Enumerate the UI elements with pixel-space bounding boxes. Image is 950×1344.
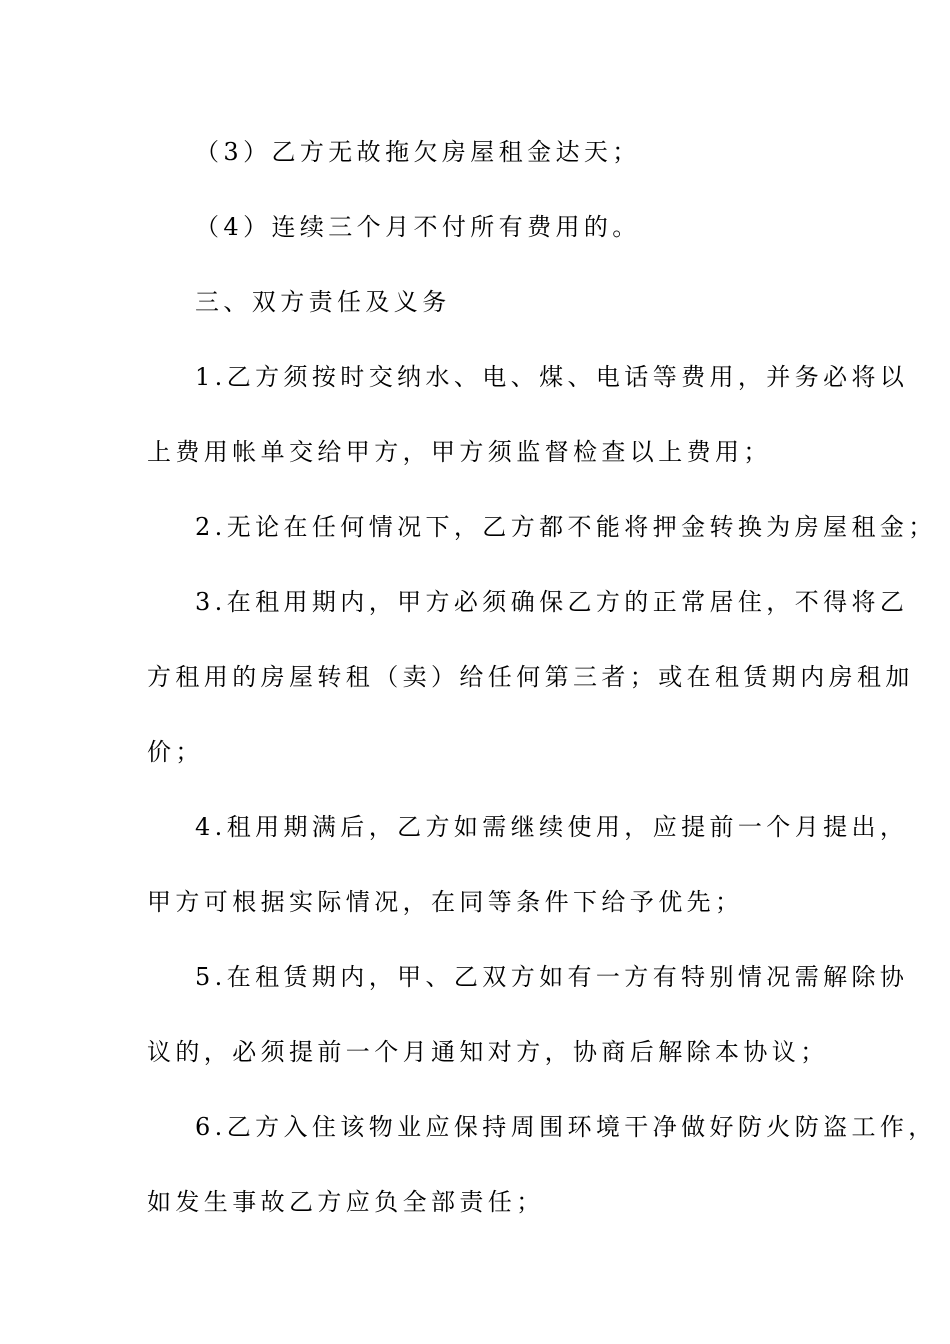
item-3-line-3: 价； [147,738,204,766]
clause-3-text: （3）乙方无故拖欠房屋租金达天； [195,138,641,166]
item-5-line-1: 5.在租赁期内，甲、乙双方如有一方有特别情况需解除协 [195,963,909,991]
section-heading: 三、双方责任及义务 [195,288,451,316]
item-6-line-1: 6.乙方入住该物业应保持周围环境干净做好防火防盗工作， [195,1113,937,1141]
item-4-line-2: 甲方可根据实际情况，在同等条件下给予优先； [147,888,744,916]
item-3-line-2: 方租用的房屋转租（卖）给任何第三者；或在租赁期内房租加 [147,663,914,691]
item-2-line-1: 2.无论在任何情况下，乙方都不能将押金转换为房屋租金； [195,513,937,541]
item-3-line-1: 3.在租用期内，甲方必须确保乙方的正常居住，不得将乙 [195,588,909,616]
item-1-line-1: 1.乙方须按时交纳水、电、煤、电话等费用，并务必将以 [195,363,909,391]
item-1-line-2: 上费用帐单交给甲方，甲方须监督检查以上费用； [147,438,772,466]
item-6-line-2: 如发生事故乙方应负全部责任； [147,1188,545,1216]
item-5-line-2: 议的，必须提前一个月通知对方，协商后解除本协议； [147,1038,829,1066]
clause-4-text: （4）连续三个月不付所有费用的。 [195,213,641,241]
item-4-line-1: 4.租用期满后，乙方如需继续使用，应提前一个月提出， [195,813,909,841]
